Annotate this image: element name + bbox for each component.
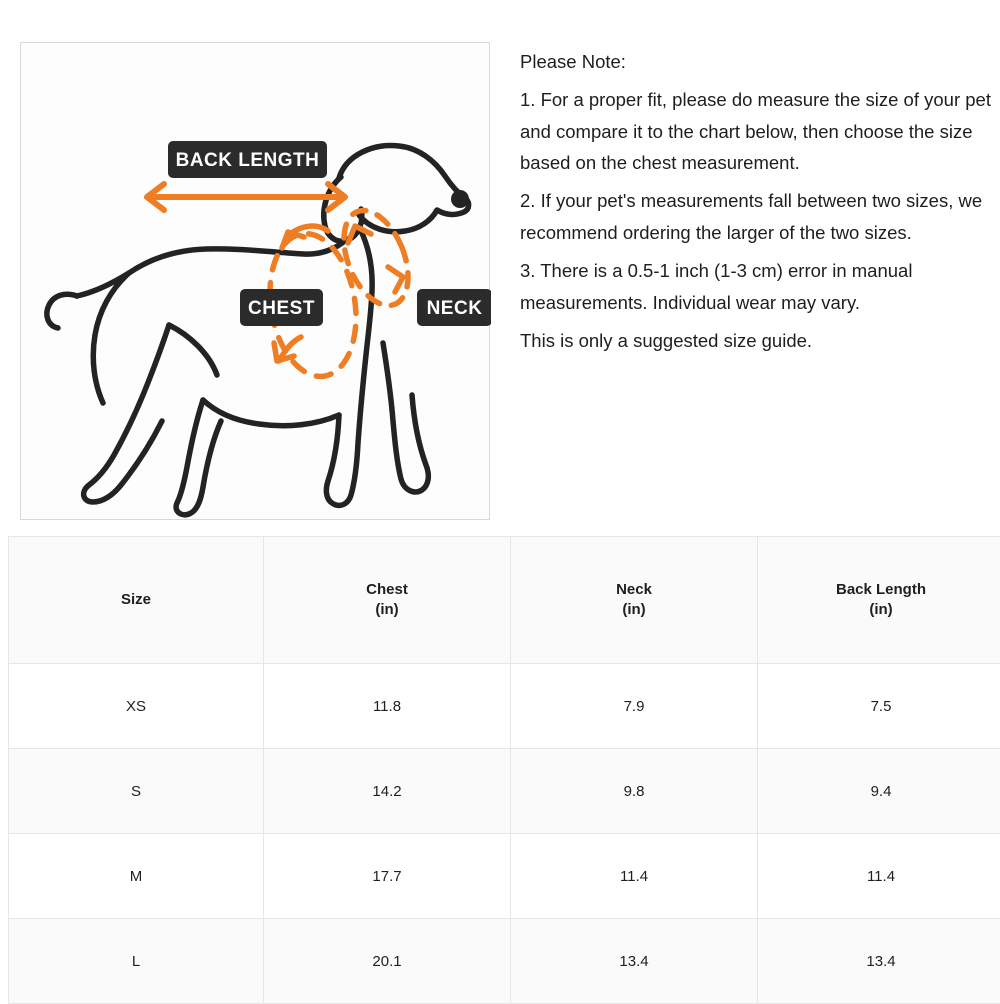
cell-chest: 20.1 bbox=[264, 919, 511, 1004]
note-line-1: 1. For a proper fit, please do measure the size of your pet and compare it to the chart below, then choose the size based on the chest measurement. bbox=[520, 84, 1000, 179]
table-header-row bbox=[9, 537, 1000, 664]
cell-size: XS bbox=[9, 664, 264, 749]
cell-size: S bbox=[9, 749, 264, 834]
cell-back-length: 9.4 bbox=[758, 749, 1000, 834]
table-row bbox=[9, 834, 1000, 919]
cell-back-length: 7.5 bbox=[758, 664, 1000, 749]
column-header-size-title: Size bbox=[121, 591, 151, 608]
note-line-4: This is only a suggested size guide. bbox=[520, 325, 1000, 357]
cell-back-length: 13.4 bbox=[758, 919, 1000, 1004]
cell-neck: 9.8 bbox=[511, 749, 758, 834]
cell-neck: 13.4 bbox=[511, 919, 758, 1004]
column-header-back-length-title: Back Length bbox=[836, 581, 926, 598]
table-row bbox=[9, 664, 1000, 749]
size-chart-table bbox=[8, 536, 1000, 1004]
notes-heading: Please Note: bbox=[520, 46, 1000, 78]
back-length-arrow bbox=[147, 184, 345, 210]
column-header-neck-title: Neck bbox=[616, 581, 652, 598]
column-header-chest-unit: (in) bbox=[265, 600, 509, 620]
column-header-chest-title: Chest bbox=[366, 581, 408, 598]
note-line-3: 3. There is a 0.5-1 inch (1-3 cm) error in manual measurements. Individual wear may vary. bbox=[520, 255, 1000, 319]
column-header-back-length bbox=[758, 537, 1000, 664]
cell-back-length: 11.4 bbox=[758, 834, 1000, 919]
column-header-neck-unit: (in) bbox=[512, 600, 756, 620]
table-row bbox=[9, 749, 1000, 834]
size-chart-body bbox=[9, 664, 1000, 1004]
cell-chest: 17.7 bbox=[264, 834, 511, 919]
neck-label-chip bbox=[417, 289, 491, 326]
back-length-label-text: BACK LENGTH bbox=[176, 150, 320, 171]
cell-size: M bbox=[9, 834, 264, 919]
column-header-chest bbox=[264, 537, 511, 664]
cell-neck: 11.4 bbox=[511, 834, 758, 919]
please-note-section bbox=[520, 42, 1000, 362]
back-length-label-chip bbox=[168, 141, 327, 178]
table-row bbox=[9, 919, 1000, 1004]
cell-neck: 7.9 bbox=[511, 664, 758, 749]
column-header-neck bbox=[511, 537, 758, 664]
dog-measurement-diagram bbox=[20, 42, 490, 520]
size-chart-head bbox=[9, 537, 1000, 664]
dog-illustration-svg bbox=[21, 43, 491, 521]
cell-size: L bbox=[9, 919, 264, 1004]
neck-label-text: NECK bbox=[427, 298, 483, 319]
dog-outline bbox=[47, 146, 469, 515]
cell-chest: 11.8 bbox=[264, 664, 511, 749]
chest-label-chip bbox=[240, 289, 323, 326]
cell-chest: 14.2 bbox=[264, 749, 511, 834]
column-header-back-length-unit: (in) bbox=[759, 600, 1000, 620]
note-line-2: 2. If your pet's measurements fall between two sizes, we recommend ordering the larger of the two sizes. bbox=[520, 185, 1000, 249]
neck-measure-loop bbox=[331, 201, 420, 315]
column-header-size bbox=[9, 537, 264, 664]
chest-label-text: CHEST bbox=[248, 298, 315, 319]
